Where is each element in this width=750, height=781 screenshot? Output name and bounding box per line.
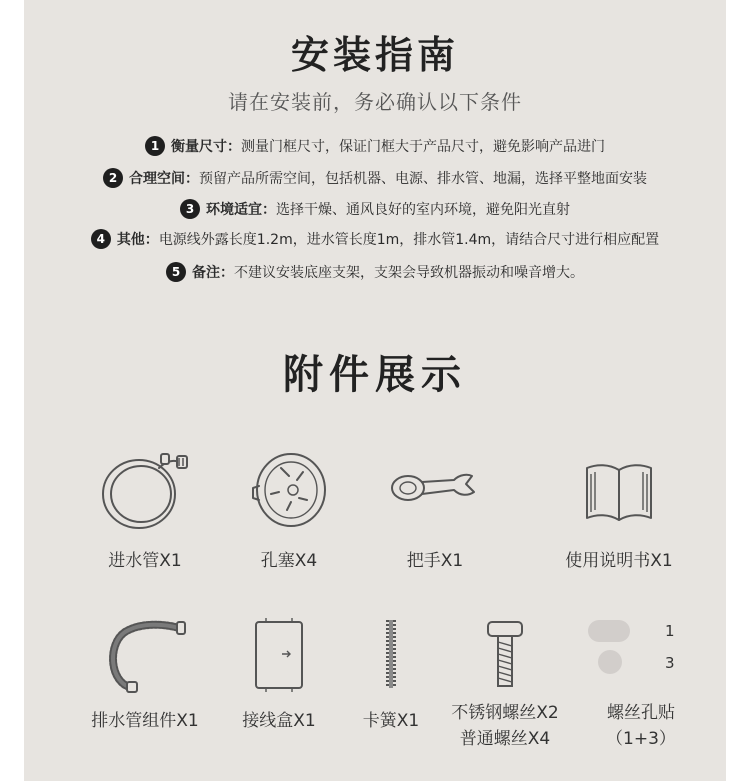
screw-hole-sticker-icon [566,614,716,684]
number-badge: 3 [180,199,200,219]
requirement-label: 环境适宜： [206,202,276,218]
requirement-item [24,136,726,156]
requirement-text: 选择干燥、通风良好的室内环境，避免阳光直射 [276,202,570,218]
requirement-text: 不建议安装底座支架，支架会导致机器振动和噪音增大。 [234,265,584,281]
accessory-item [360,446,510,576]
requirement-item [24,168,726,188]
junction-box-icon [244,614,314,694]
requirement-text: 电源线外露长度1.2m，进水管长度1m，排水管1.4m，请结合尺寸进行相应配置 [158,232,660,248]
install-guide-subtitle: 请在安装前，务必确认以下条件 [228,90,522,114]
requirement-item [24,229,726,249]
accessory-caption: 不锈钢螺丝X2 [451,703,559,723]
requirement-label: 其他： [116,232,159,248]
manual-book-icon [571,446,667,536]
requirement-text: 测量门框尺寸，保证门框大于产品尺寸，避免影响产品进门 [241,139,605,155]
accessories-title: 附件展示 [283,352,467,398]
install-guide-title: 安装指南 [290,33,459,77]
spring-clip-icon [361,614,421,694]
sticker-label: 1 [665,622,675,640]
accessory-item [430,614,580,754]
sticker-label: 3 [665,654,675,672]
requirement-label: 衡量尺寸： [171,139,241,155]
inlet-hose-icon [97,446,193,536]
accessory-caption: 把手X1 [406,551,464,571]
accessory-caption: 卡簧X1 [362,711,420,731]
accessory-item [544,446,694,576]
drain-hose-icon [97,614,193,694]
requirement-item [24,199,726,219]
number-badge: 1 [145,136,165,156]
wrench-icon [380,446,490,536]
requirement-text: 预留产品所需空间，包括机器、电源、排水管、地漏，选择平整地面安装 [199,171,647,187]
accessory-caption: 进水管X1 [108,551,182,571]
hole-plug-icon [241,446,337,536]
accessory-caption: 排水管组件X1 [91,711,199,731]
screw-icon [470,614,540,694]
accessory-caption: 使用说明书X1 [565,551,673,571]
number-badge: 4 [91,229,111,249]
accessory-caption: 接线盒X1 [242,711,316,731]
accessory-item [70,614,220,734]
accessory-caption: 孔塞X4 [260,551,318,571]
requirement-label: 合理空间： [129,171,199,187]
requirement-item [24,262,726,282]
accessory-caption: 螺丝孔贴 [607,703,675,723]
number-badge: 5 [166,262,186,282]
accessory-item [214,446,364,576]
accessory-caption-secondary: （1+3） [606,729,676,749]
accessory-item [566,614,716,754]
install-guide-panel [24,0,726,781]
accessory-item [70,446,220,576]
number-badge: 2 [103,168,123,188]
accessory-caption-secondary: 普通螺丝X4 [459,729,551,749]
requirement-label: 备注： [192,265,234,281]
